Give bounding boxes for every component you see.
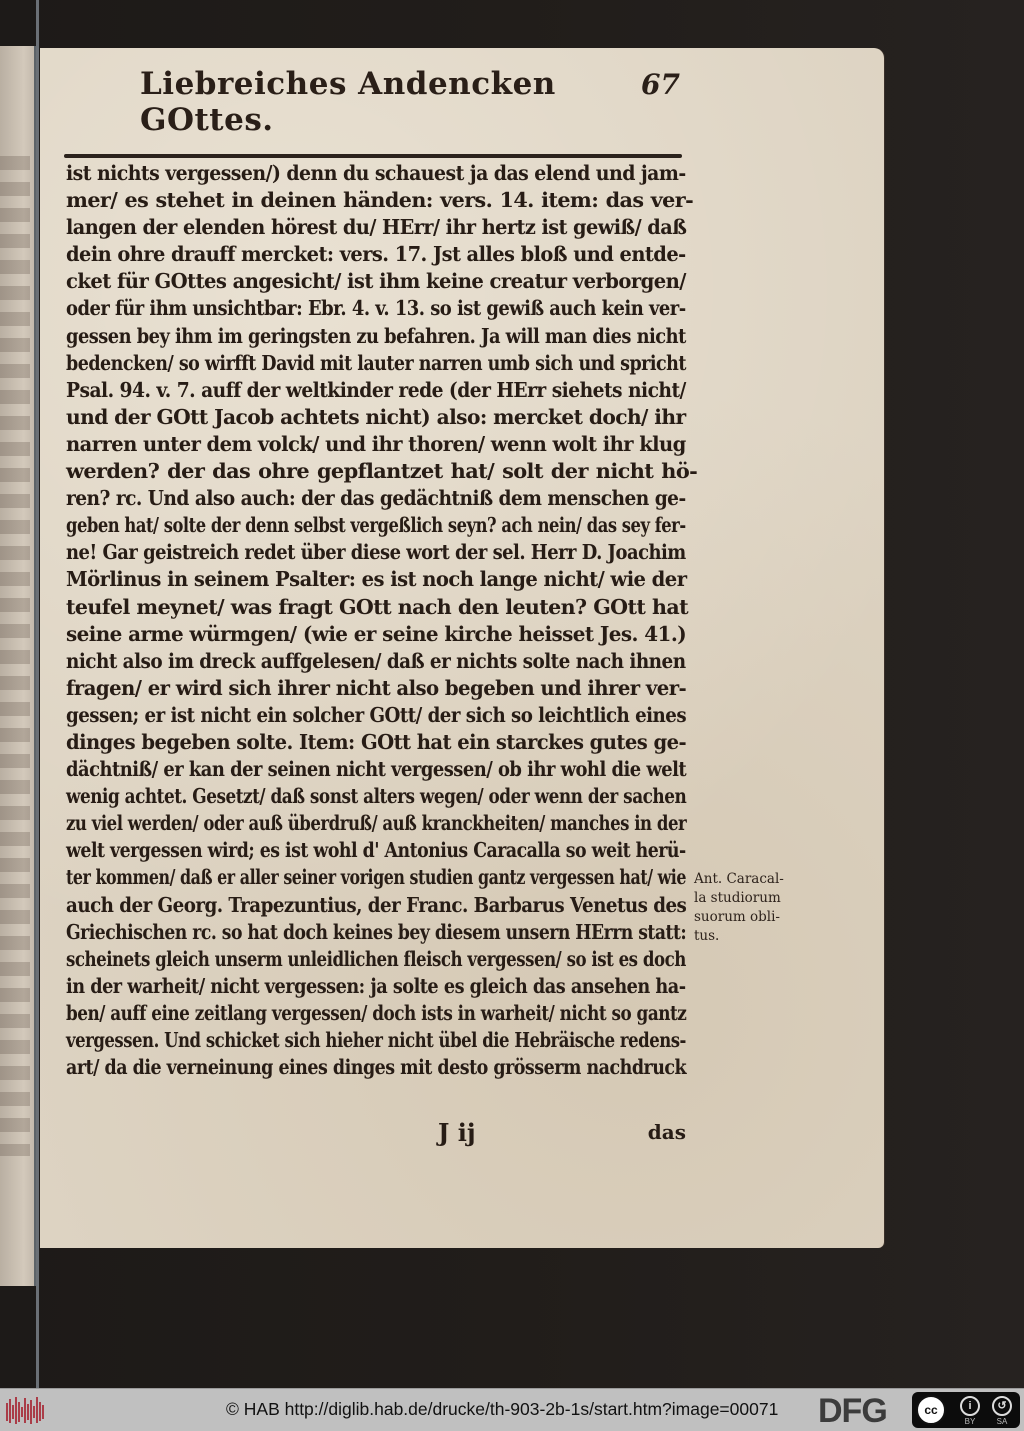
cc-icon: cc (916, 1395, 946, 1425)
cc-license-badge[interactable] (912, 1392, 1020, 1428)
marginal-note-line: tus. (694, 928, 720, 944)
text-line: Psal. 94. v. 7. auff der weltkinder rede (der HErr siehets nicht/ (66, 377, 686, 402)
text-line: gessen bey ihm im geringsten zu befahren. Ja will man dies nicht (66, 323, 686, 348)
text-line: ist nichts vergessen/) denn du schauest ja das elend und jam- (66, 161, 686, 185)
text-line: welt vergessen wird; es ist wohl d' Antonius Caracalla so weit herü- (66, 838, 686, 863)
catchword: das (647, 1120, 686, 1144)
page-foot (66, 1118, 686, 1148)
text-line: wenig achtet. Gesetzt/ daß sonst alters wegen/ oder wenn der sachen (66, 784, 687, 809)
page-number: 67 (641, 68, 680, 101)
bleed-through-text (0, 156, 30, 1156)
text-line: Mörlinus in seinem Psalter: es ist noch lange nicht/ wie der (66, 567, 687, 592)
text-line: art/ da die verneinung eines dinges mit desto grösserm nachdruck (66, 1055, 687, 1080)
text-line: dein ohre drauff mercket: vers. 17. Jst alles bloß und entde- (66, 242, 686, 267)
text-line: ne! Gar geistreich redet über diese wort der sel. Herr D. Joachim (66, 540, 686, 565)
previous-page-edge (0, 46, 37, 1286)
copyright-link[interactable]: © HAB http://diglib.hab.de/drucke/th-903-2b-1s/start.htm?image=00071 (226, 1399, 779, 1419)
text-line: mer/ es stehet in deinen händen: vers. 14. item: das ver- (66, 188, 694, 213)
text-line: teufel meynet/ was fragt GOtt nach den leuten? GOtt hat (66, 594, 689, 619)
text-line: langen der elenden hörest du/ HErr/ ihr hertz ist gewiß/ daß (66, 215, 687, 240)
hab-logo-icon[interactable] (5, 1395, 47, 1425)
running-head-title: Liebreiches Andencken GOttes. (140, 66, 556, 138)
signature-mark: J ij (438, 1118, 476, 1147)
text-line: ben/ auff eine zeitlang vergessen/ doch ists in warheit/ nicht so gantz (66, 1000, 687, 1025)
footer-bar (0, 1388, 1024, 1431)
text-line: ter kommen/ daß er aller seiner vorigen studien gantz vergessen hat/ wie (66, 865, 687, 890)
text-line: und der GOtt Jacob achtets nicht) also: mercket doch/ ihr (66, 404, 686, 429)
text-line: ren? rc. Und also auch: der das gedächtniß dem menschen ge- (66, 486, 686, 511)
text-line: bedencken/ so wirfft David mit lauter narren umb sich und spricht (66, 350, 686, 375)
attribution-icon: i (960, 1396, 980, 1416)
text-line: cket für GOttes angesicht/ ist ihm keine creatur verborgen/ (66, 269, 686, 294)
text-line: seine arme würmgen/ (wie er seine kirche heisset Jes. 41.) (66, 621, 687, 646)
head-rule (64, 154, 682, 158)
text-line: fragen/ er wird sich ihrer nicht also begeben und ihrer ver- (66, 675, 687, 700)
marginal-note (694, 870, 814, 946)
by-label: BY (964, 1417, 976, 1426)
body-text (66, 160, 698, 1081)
text-line: oder für ihm unsichtbar: Ebr. 4. v. 13. so ist gewiß auch kein ver- (66, 296, 686, 321)
marginal-note-line: la studiorum (694, 890, 781, 906)
text-line: nicht also im dreck auffgelesen/ daß er nichts solte nach ihnen (66, 648, 686, 673)
text-line: gessen; er ist nicht ein solcher GOtt/ der sich so leichtlich eines (66, 702, 687, 727)
running-head (110, 66, 680, 138)
text-line: narren unter dem volck/ und ihr thoren/ wenn wolt ihr klug (66, 431, 686, 456)
text-line: zu viel werden/ oder auß überdruß/ auß kranckheiten/ manches in der (66, 811, 687, 836)
dfg-logo[interactable]: DFG (818, 1392, 887, 1430)
text-line: Griechischen rc. so hat doch keines bey diesem unsern HErrn statt: (66, 919, 687, 944)
share-alike-icon: ↺ (992, 1396, 1012, 1416)
text-line: geben hat/ solte der denn selbst vergeßlich seyn? ach nein/ das sey fer- (66, 513, 686, 538)
text-line: auch der Georg. Trapezuntius, der Franc. Barbarus Venetus des (66, 892, 687, 917)
book-spine-line (36, 0, 39, 1388)
text-line: dächtniß/ er kan der seinen nicht vergessen/ ob ihr wohl die welt (66, 757, 687, 782)
marginal-note-line: suorum obli- (694, 909, 780, 925)
text-line: vergessen. Und schicket sich hieher nicht übel die Hebräische redens- (66, 1028, 686, 1052)
text-line: in der warheit/ nicht vergessen: ja solte es gleich das ansehen ha- (66, 973, 686, 998)
text-line: dinges begeben solte. Item: GOtt hat ein starckes gutes ge- (66, 729, 687, 754)
marginal-note-line: Ant. Caracal- (694, 871, 784, 887)
text-line: scheinets gleich unserm unleidlichen fleisch vergessen/ so ist es doch (66, 946, 686, 971)
text-line: werden? der das ohre gepflantzet hat/ solt der nicht hö- (66, 459, 698, 484)
sa-label: SA (996, 1417, 1008, 1426)
